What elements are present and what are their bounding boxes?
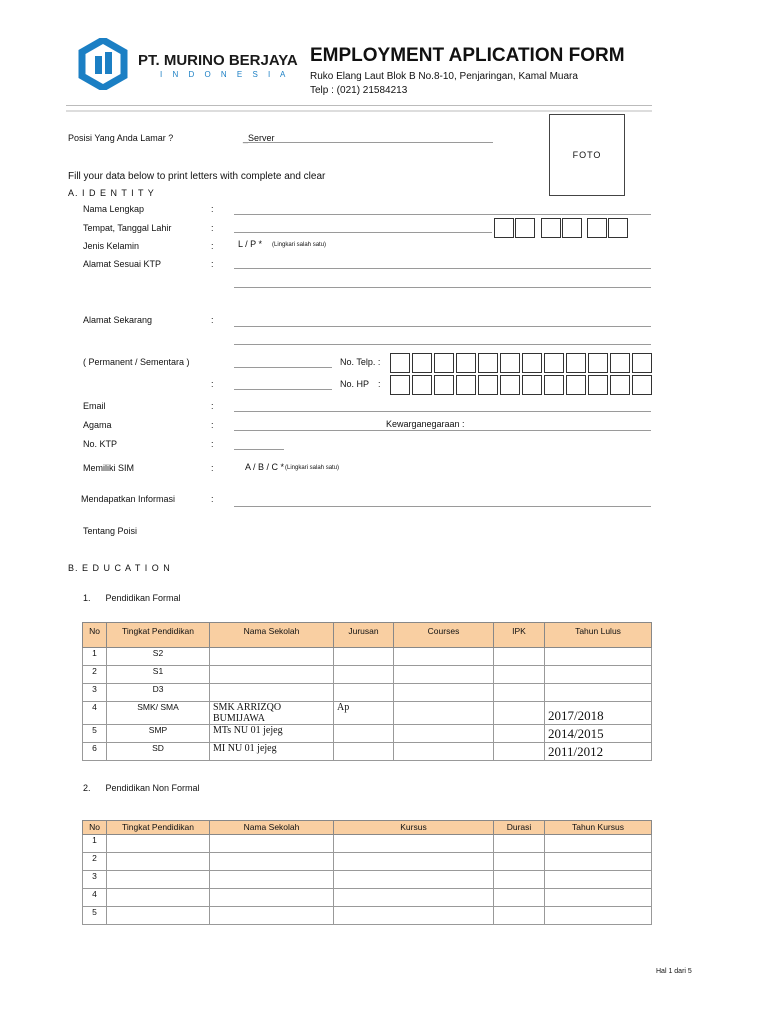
table-header: Kursus <box>334 821 494 835</box>
table-cell[interactable] <box>394 648 494 666</box>
nonformal-table-row <box>83 889 652 907</box>
table-header: No <box>83 623 107 648</box>
table-cell[interactable]: MI NU 01 jejeg <box>210 743 334 761</box>
date-digit-box[interactable] <box>562 218 582 238</box>
label-alamat-ktp: Alamat Sesuai KTP <box>83 259 162 269</box>
input-alamat-sekarang-1[interactable] <box>234 326 651 327</box>
table-cell: 6 <box>83 743 107 761</box>
hp-digit-box[interactable] <box>434 375 454 395</box>
table-header: Tingkat Pendidikan <box>107 821 210 835</box>
table-cell[interactable] <box>545 684 652 702</box>
table-cell[interactable] <box>394 725 494 743</box>
formal-table-row <box>83 666 652 684</box>
table-cell[interactable] <box>494 835 545 853</box>
colon: : <box>211 494 214 504</box>
input-ktp[interactable] <box>234 449 284 450</box>
hp-digit-box[interactable] <box>412 375 432 395</box>
telp-digit-box[interactable] <box>610 353 630 373</box>
company-phone: Telp : (021) 21584213 <box>310 85 408 96</box>
hp-digit-box[interactable] <box>632 375 652 395</box>
input-permanent[interactable] <box>234 367 332 368</box>
formal-table-row <box>83 648 652 666</box>
table-cell[interactable] <box>210 907 334 925</box>
table-cell[interactable] <box>107 871 210 889</box>
input-informasi[interactable] <box>234 506 651 507</box>
colon: : <box>211 401 214 411</box>
table-cell[interactable] <box>334 835 494 853</box>
table-cell[interactable] <box>334 648 394 666</box>
nonformal-table-row <box>83 907 652 925</box>
table-cell: 3 <box>83 684 107 702</box>
formal-table-row <box>83 702 652 725</box>
jenis-kelamin-note: (Lingkari salah satu) <box>272 242 327 248</box>
nonformal-title: 2. Pendidikan Non Formal <box>83 783 200 793</box>
input-email[interactable] <box>234 411 651 412</box>
colon: : <box>211 463 214 473</box>
colon: : <box>211 241 214 251</box>
sim-value[interactable]: A / B / C * <box>245 462 285 472</box>
table-header: Tahun Lulus <box>545 623 652 648</box>
nonformal-table-row <box>83 853 652 871</box>
nonformal-table-row <box>83 835 652 853</box>
hp-digit-box[interactable] <box>544 375 564 395</box>
table-header: IPK <box>494 623 545 648</box>
company-subtitle: I N D O N E S I A <box>160 70 290 79</box>
nonformal-education-table <box>82 820 652 925</box>
label-jenis-kelamin: Jenis Kelamin <box>83 241 140 251</box>
table-cell[interactable] <box>494 725 545 743</box>
telp-digit-box[interactable] <box>500 353 520 373</box>
table-cell: 4 <box>83 889 107 907</box>
table-cell[interactable] <box>334 853 494 871</box>
label-telp: No. Telp. : <box>340 357 381 367</box>
hp-digit-box[interactable] <box>456 375 476 395</box>
input-alamat-ktp-2[interactable] <box>234 287 651 288</box>
table-cell[interactable]: S1 <box>107 666 210 684</box>
table-cell[interactable] <box>494 889 545 907</box>
label-agama: Agama <box>83 420 112 430</box>
table-cell[interactable] <box>494 648 545 666</box>
label-ttl: Tempat, Tanggal Lahir <box>83 223 172 233</box>
table-cell[interactable] <box>334 871 494 889</box>
table-cell: 5 <box>83 725 107 743</box>
table-cell[interactable]: S2 <box>107 648 210 666</box>
table-cell[interactable] <box>545 666 652 684</box>
colon: : <box>211 420 214 430</box>
header-divider <box>66 105 652 112</box>
formal-title: 1. Pendidikan Formal <box>83 593 181 603</box>
table-cell[interactable] <box>210 666 334 684</box>
table-header: Nama Sekolah <box>210 821 334 835</box>
label-tentang-posisi: Tentang Poisi <box>83 526 138 536</box>
table-cell[interactable] <box>545 889 652 907</box>
table-cell: 1 <box>83 835 107 853</box>
table-cell[interactable] <box>545 648 652 666</box>
table-cell[interactable] <box>210 853 334 871</box>
table-cell[interactable] <box>334 725 394 743</box>
company-address: Ruko Elang Laut Blok B No.8-10, Penjaringan, Kamal Muara <box>310 71 578 82</box>
label-kewarganegaraan: Kewarganegaraan : <box>386 419 465 429</box>
label-hp: No. HP <box>340 379 370 389</box>
formal-table-row <box>83 725 652 743</box>
page-number: Hal 1 dari 5 <box>656 968 692 975</box>
date-digit-box[interactable] <box>515 218 535 238</box>
table-cell[interactable]: SMP <box>107 725 210 743</box>
input-ttl[interactable] <box>234 232 492 233</box>
position-value[interactable]: _Server <box>243 133 275 143</box>
table-cell[interactable] <box>494 907 545 925</box>
education-heading: B. E D U C A T I O N <box>68 563 171 573</box>
table-cell[interactable] <box>334 684 394 702</box>
telp-digit-box[interactable] <box>588 353 608 373</box>
date-digit-box[interactable] <box>608 218 628 238</box>
label-informasi: Mendapatkan Informasi <box>81 494 176 504</box>
photo-label: FOTO <box>572 150 602 160</box>
table-cell[interactable] <box>494 684 545 702</box>
date-digit-box[interactable] <box>494 218 514 238</box>
formal-education-table <box>82 622 652 761</box>
colon: : <box>211 204 214 214</box>
table-cell[interactable]: Ap <box>334 702 394 725</box>
table-cell[interactable]: 2014/2015 <box>545 725 652 743</box>
table-cell[interactable] <box>494 853 545 871</box>
colon: : <box>211 259 214 269</box>
identity-heading: A. I D E N T I T Y <box>68 188 155 198</box>
instruction-text: Fill your data below to print letters with complete and clear <box>68 171 326 182</box>
table-cell: 3 <box>83 871 107 889</box>
telp-digit-box[interactable] <box>632 353 652 373</box>
table-cell: 2 <box>83 853 107 871</box>
jenis-kelamin-value[interactable]: L / P * <box>238 239 263 249</box>
table-cell[interactable] <box>494 871 545 889</box>
table-cell[interactable] <box>494 743 545 761</box>
table-cell[interactable] <box>107 835 210 853</box>
telp-digit-box[interactable] <box>478 353 498 373</box>
hp-digit-box[interactable] <box>478 375 498 395</box>
colon: : <box>211 223 214 233</box>
colon: : <box>211 315 214 325</box>
telp-digit-box[interactable] <box>544 353 564 373</box>
table-cell[interactable]: SD <box>107 743 210 761</box>
table-header: Jurusan <box>334 623 394 648</box>
table-cell[interactable] <box>334 743 394 761</box>
date-digit-box[interactable] <box>587 218 607 238</box>
hp-digit-box[interactable] <box>522 375 542 395</box>
table-header: Nama Sekolah <box>210 623 334 648</box>
table-cell[interactable]: 2011/2012 <box>545 743 652 761</box>
table-cell[interactable] <box>210 835 334 853</box>
table-cell[interactable] <box>210 889 334 907</box>
colon: : <box>211 379 214 389</box>
label-nama: Nama Lengkap <box>83 204 145 214</box>
hp-digit-box[interactable] <box>390 375 410 395</box>
company-name: PT. MURINO BERJAYA <box>138 52 298 69</box>
input-agama[interactable] <box>234 430 651 431</box>
table-cell[interactable] <box>545 907 652 925</box>
formal-table-row <box>83 743 652 761</box>
input-hp-left[interactable] <box>234 389 332 390</box>
table-cell[interactable] <box>394 743 494 761</box>
table-cell[interactable] <box>394 666 494 684</box>
table-header: Tingkat Pendidikan <box>107 623 210 648</box>
label-ktp: No. KTP <box>83 439 118 449</box>
input-nama[interactable] <box>234 214 651 215</box>
formal-table-row <box>83 684 652 702</box>
table-cell: 4 <box>83 702 107 725</box>
position-label: Posisi Yang Anda Lamar ? <box>68 133 174 143</box>
telp-digit-box[interactable] <box>566 353 586 373</box>
table-cell[interactable] <box>394 684 494 702</box>
input-alamat-ktp-1[interactable] <box>234 268 651 269</box>
table-cell[interactable] <box>107 853 210 871</box>
label-email: Email <box>83 401 106 411</box>
form-title: EMPLOYMENT APLICATION FORM <box>310 45 625 66</box>
table-cell[interactable]: SMK/ SMA <box>107 702 210 725</box>
table-cell[interactable] <box>334 889 494 907</box>
table-header: Courses <box>394 623 494 648</box>
hp-digit-box[interactable] <box>566 375 586 395</box>
table-header: Durasi <box>494 821 545 835</box>
table-cell[interactable] <box>210 648 334 666</box>
table-header: No <box>83 821 107 835</box>
date-digit-box[interactable] <box>541 218 561 238</box>
table-cell[interactable] <box>334 666 394 684</box>
colon: : <box>378 379 381 389</box>
telp-digit-box[interactable] <box>522 353 542 373</box>
table-cell: 2 <box>83 666 107 684</box>
table-cell[interactable] <box>494 666 545 684</box>
table-cell[interactable] <box>210 684 334 702</box>
label-alamat-sekarang: Alamat Sekarang <box>83 315 153 325</box>
hp-digit-box[interactable] <box>500 375 520 395</box>
position-line <box>243 142 493 143</box>
table-cell[interactable] <box>394 702 494 725</box>
hp-digit-box[interactable] <box>588 375 608 395</box>
hp-digit-box[interactable] <box>610 375 630 395</box>
table-cell[interactable]: SMK ARRIZQO BUMIJAWA <box>210 702 334 725</box>
table-cell[interactable] <box>107 907 210 925</box>
photo-box[interactable] <box>549 114 625 196</box>
table-cell[interactable] <box>494 702 545 725</box>
table-cell[interactable] <box>545 871 652 889</box>
table-cell[interactable] <box>107 889 210 907</box>
label-permanent: ( Permanent / Sementara ) <box>83 357 190 367</box>
sim-note: (Lingkari salah satu) <box>285 465 340 471</box>
colon: : <box>211 439 214 449</box>
table-cell: 5 <box>83 907 107 925</box>
table-header: Tahun Kursus <box>545 821 652 835</box>
label-sim: Memiliki SIM <box>83 463 134 473</box>
table-cell[interactable] <box>210 871 334 889</box>
telp-digit-box[interactable] <box>390 353 410 373</box>
nonformal-table-row <box>83 871 652 889</box>
table-cell[interactable]: D3 <box>107 684 210 702</box>
telp-digit-box[interactable] <box>456 353 476 373</box>
telp-digit-box[interactable] <box>412 353 432 373</box>
telp-digit-box[interactable] <box>434 353 454 373</box>
table-cell[interactable] <box>334 907 494 925</box>
company-logo <box>78 38 128 90</box>
table-cell[interactable] <box>545 835 652 853</box>
table-cell: 1 <box>83 648 107 666</box>
table-cell[interactable] <box>545 853 652 871</box>
table-cell[interactable]: 2017/2018 <box>545 702 652 725</box>
table-cell[interactable]: MTs NU 01 jejeg <box>210 725 334 743</box>
input-alamat-sekarang-2[interactable] <box>234 344 651 345</box>
